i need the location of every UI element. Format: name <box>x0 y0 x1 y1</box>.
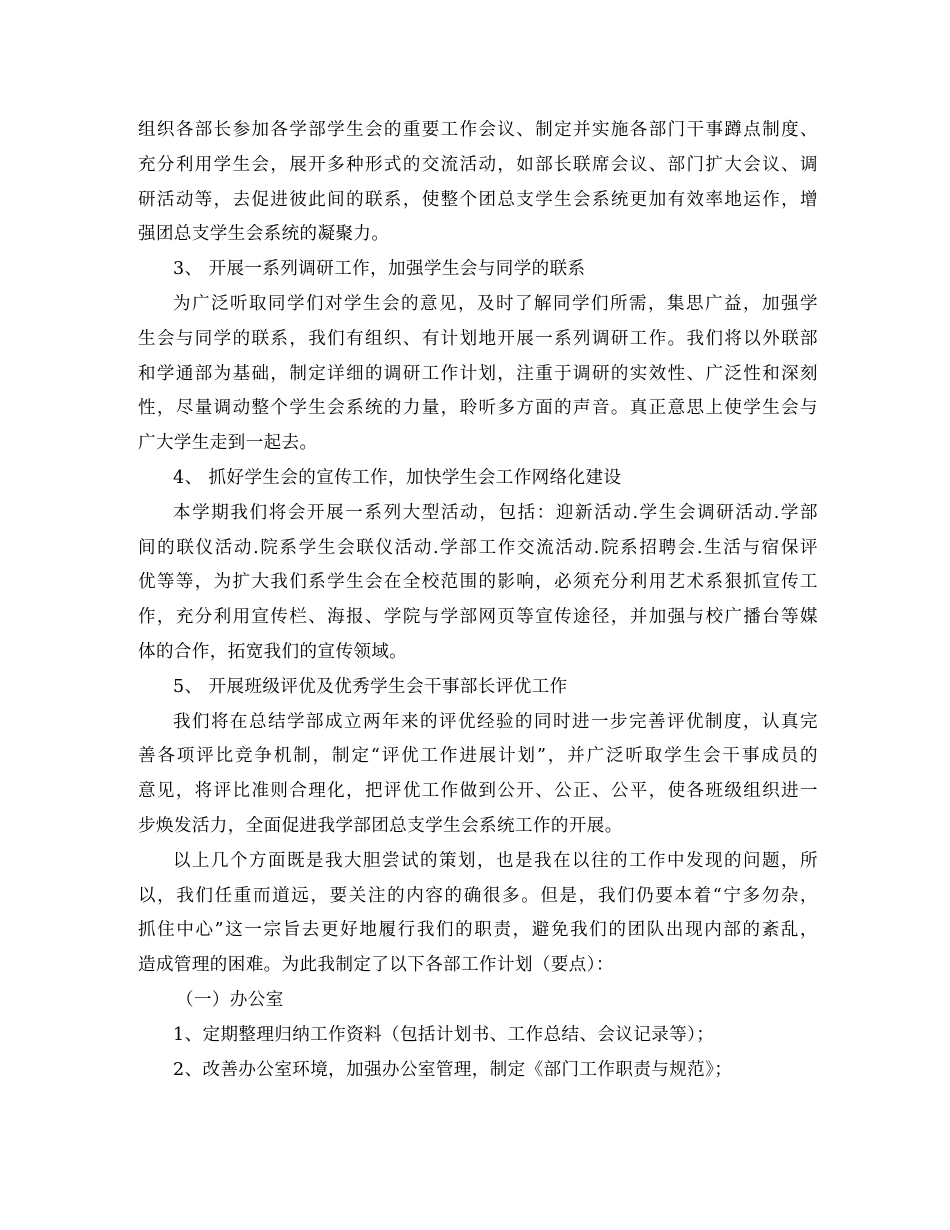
subsection-heading: （一）办公室 <box>176 989 284 1010</box>
section-heading: 5、 开展班级评优及优秀学生会干事部长评优工作 <box>173 676 568 697</box>
paragraph-line: 充分利用学生会，展开多种形式的交流活动，如部长联席会议、部门扩大会议、调 <box>138 154 818 175</box>
paragraph-line: 研活动等，去促进彼此间的联系，使整个团总支学生会系统更加有效率地运作，增 <box>138 189 818 210</box>
list-item: 2、改善办公室环境，加强办公室管理，制定《部门工作职责与规范》； <box>173 1059 733 1080</box>
paragraph-line: 为广泛听取同学们对学生会的意见，及时了解同学们所需，集思广益，加强学 <box>173 293 818 314</box>
paragraph-line: 步焕发活力，全面促进我学部团总支学生会系统工作的开展。 <box>138 815 623 836</box>
paragraph-line: 我们将在总结学部成立两年来的评优经验的同时进一步完善评优制度，认真完 <box>173 711 818 732</box>
paragraph-line: 广大学生走到一起去。 <box>138 433 318 454</box>
paragraph-line: 本学期我们将会开展一系列大型活动，包括：迎新活动.学生会调研活动.学部 <box>173 502 818 523</box>
paragraph-line: 以，我们任重而道远，要关注的内容的确很多。但是，我们仍要本着“宁多勿杂， <box>138 885 818 906</box>
section-heading: 4、 抓好学生会的宣传工作，加快学生会工作网络化建设 <box>173 467 622 488</box>
paragraph-line: 强团总支学生会系统的凝聚力。 <box>138 224 390 245</box>
paragraph-line: 善各项评比竞争机制，制定“评优工作进展计划”，并广泛听取学生会干事成员的 <box>138 746 818 767</box>
paragraph-line: 体的合作，拓宽我们的宣传领域。 <box>138 641 408 662</box>
paragraph-line: 作，充分利用宣传栏、海报、学院与学部网页等宣传途径，并加强与校广播台等媒 <box>138 607 818 628</box>
paragraph-line: 以上几个方面既是我大胆尝试的策划，也是我在以往的工作中发现的问题，所 <box>173 850 818 871</box>
list-item: 1、定期整理归纳工作资料（包括计划书、工作总结、会议记录等）； <box>173 1024 715 1045</box>
section-heading: 3、 开展一系列调研工作，加强学生会与同学的联系 <box>173 259 586 280</box>
paragraph-line: 抓住中心”这一宗旨去更好地履行我们的职责，避免我们的团队出现内部的紊乱， <box>138 920 818 941</box>
paragraph-line: 生会与同学的联系，我们有组织、有计划地开展一系列调研工作。我们将以外联部 <box>138 328 818 349</box>
paragraph-line: 组织各部长参加各学部学生会的重要工作会议、制定并实施各部门干事蹲点制度、 <box>138 120 818 140</box>
paragraph-line: 造成管理的困难。为此我制定了以下各部工作计划（要点）： <box>138 955 614 976</box>
paragraph-line: 优等等，为扩大我们系学生会在全校范围的影响，必须充分利用艺术系狠抓宣传工 <box>138 572 818 593</box>
paragraph-line: 性，尽量调动整个学生会系统的力量，聆听多方面的声音。真正意思上使学生会与 <box>138 398 818 419</box>
paragraph-line: 和学通部为基础，制定详细的调研工作计划，注重于调研的实效性、广泛性和深刻 <box>138 363 818 384</box>
paragraph-line: 间的联仪活动.院系学生会联仪活动.学部工作交流活动.院系招聘会.生活与宿保评 <box>138 537 818 558</box>
paragraph-line: 意见，将评比准则合理化，把评优工作做到公开、公正、公平，使各班级组织进一 <box>138 781 818 802</box>
document-body <box>138 113 818 1087</box>
